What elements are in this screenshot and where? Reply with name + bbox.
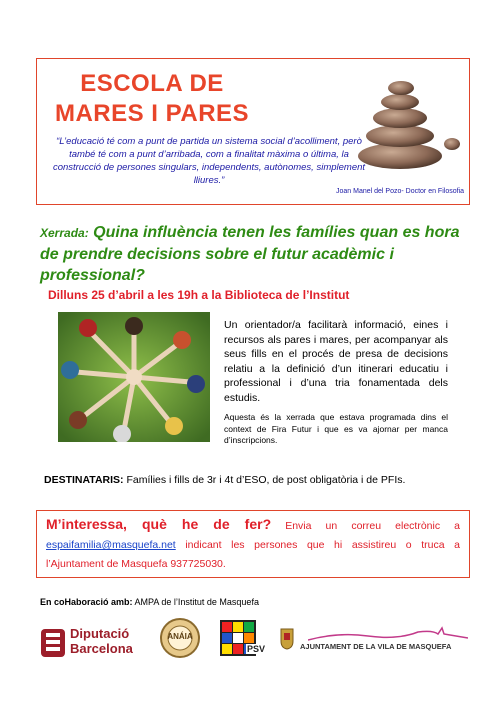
description-text: Un orientador/a facilitarà informació, eines i recursos als pares i mares, per acompanyar als seus fills en el procés de presa de decisions relatiu a la definició d’un itinerari educatiu i professional i d’una tria fonamentada dels estudis. bbox=[224, 319, 448, 404]
ajuntament-skyline-icon bbox=[308, 626, 468, 642]
recipients-block bbox=[44, 472, 460, 488]
quote-author: Joan Manel del Pozo- Doctor en Filosofia bbox=[335, 188, 464, 195]
note-text: Aquesta és la xerrada que estava programada dins el context de Fira Futur i que es va ajornar per manca d’inscripcions. bbox=[224, 412, 448, 445]
contact-email-link[interactable]: espaifamilia@masquefa.net bbox=[46, 539, 176, 551]
recipients-text: Famílies i fills de 3r i 4t d’ESO, de post obligatòria i de PFIs. bbox=[126, 474, 406, 486]
collab-text: AMPA de l’Institut de Masquefa bbox=[134, 597, 259, 607]
ampa-logo bbox=[160, 618, 200, 658]
diputacio-line-1: Diputació bbox=[70, 626, 130, 641]
contact-text-1: Envia un correu electrònic a bbox=[285, 520, 461, 532]
talk-heading bbox=[40, 222, 470, 286]
ajuntament-logo bbox=[280, 622, 470, 658]
collab-line bbox=[40, 597, 259, 607]
date-line: Dilluns 25 d’abril a les 19h a la Biblioteca de l’Institut bbox=[48, 288, 350, 302]
collab-label: En coHaboració amb: bbox=[40, 597, 133, 607]
diputacio-line-2: Barcelona bbox=[70, 641, 133, 656]
people-circle-photo bbox=[58, 312, 210, 442]
contact-text bbox=[46, 515, 460, 574]
recipients-label: DESTINATARIS: bbox=[44, 474, 124, 486]
talk-prefix: Xerrada: bbox=[40, 226, 89, 240]
ampa-text: ANÁIA bbox=[167, 632, 193, 641]
diputacio-shield-icon bbox=[40, 628, 66, 658]
psv-logo bbox=[220, 620, 266, 660]
title-line-1: ESCOLA DE bbox=[80, 70, 224, 97]
diputacio-logo bbox=[40, 626, 160, 660]
psv-text: PSV bbox=[247, 644, 266, 654]
contact-text-2: indicant les persones que hi assistireu o truca a l’Ajuntament de Masquefa 937725030. bbox=[46, 539, 460, 570]
talk-question: Quina influència tenen les famílies quan es hora de prendre decisions sobre el futur acadèmic i professional? bbox=[40, 224, 460, 284]
contact-lead: M’interessa, què he de fer? bbox=[46, 516, 272, 532]
quote-text: “L’educació té com a punt de partida un sistema social d’acolliment, però també té com a punt d’arribada, com a finalitat màxima o última, la construcció de persones singulars, independents, autònomes, simplement lliures.” bbox=[52, 136, 366, 186]
ajuntament-text: AJUNTAMENT DE LA VILA DE MASQUEFA bbox=[300, 642, 452, 651]
title-line-2: MARES I PARES bbox=[54, 100, 250, 127]
masquefa-shield-icon bbox=[280, 628, 294, 650]
